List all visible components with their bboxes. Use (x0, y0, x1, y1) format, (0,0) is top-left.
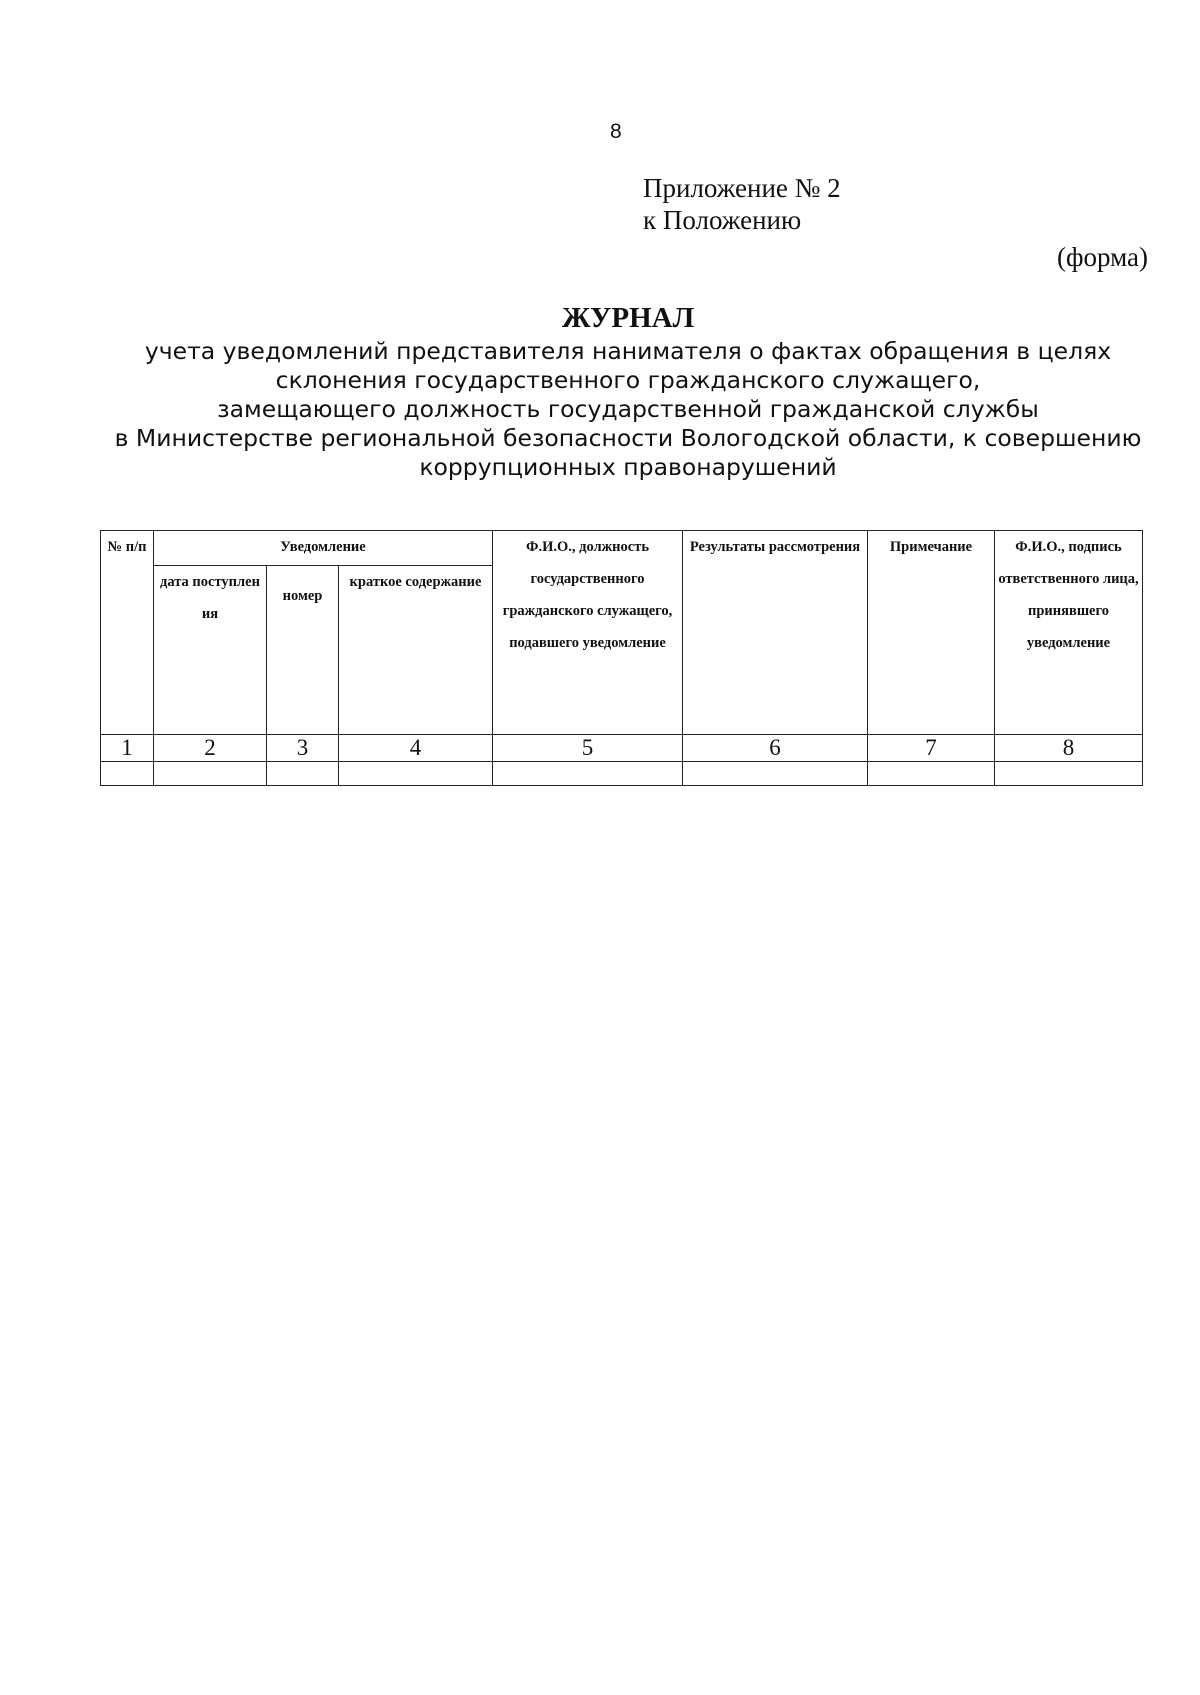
header-number: № п/п (101, 531, 154, 735)
column-number-cell: 6 (683, 735, 868, 762)
document-title: ЖУРНАЛ (561, 302, 695, 334)
empty-cell (868, 762, 995, 786)
column-number-cell: 5 (493, 735, 683, 762)
empty-cell (493, 762, 683, 786)
header-responsible: Ф.И.О., подпись ответственного лица, принявшего уведомление (995, 531, 1143, 735)
subtitle-line: склонения государственного гражданского служащего, (275, 366, 981, 394)
document-subtitle (100, 337, 1156, 482)
column-number-cell: 4 (339, 735, 493, 762)
header-notification: Уведомление (154, 531, 493, 566)
subtitle-line: замещающего должность государственной гражданской службы (217, 395, 1039, 423)
page-number: 8 (610, 120, 622, 143)
column-number-cell: 7 (868, 735, 995, 762)
subheader-date: дата поступлен ия (154, 566, 267, 735)
column-number-cell: 8 (995, 735, 1143, 762)
subheader-summary: краткое содержание (339, 566, 493, 735)
header-note: Примечание (868, 531, 995, 735)
empty-cell (995, 762, 1143, 786)
appendix-reference (643, 172, 841, 236)
table-row (101, 762, 1143, 786)
empty-cell (101, 762, 154, 786)
header-fio-position: Ф.И.О., должность государственного гражданского служащего, подавшего уведомление (493, 531, 683, 735)
empty-cell (339, 762, 493, 786)
subtitle-line: в Министерстве региональной безопасности Вологодской области, к совершению (114, 424, 1142, 452)
empty-cell (154, 762, 267, 786)
appendix-line-1: Приложение № 2 (643, 173, 841, 203)
subtitle-line: коррупционных правонарушений (419, 453, 837, 481)
column-number-cell: 2 (154, 735, 267, 762)
empty-cell (267, 762, 339, 786)
column-number-cell: 3 (267, 735, 339, 762)
column-numbers-row (101, 735, 1143, 762)
column-number-cell: 1 (101, 735, 154, 762)
form-label: (форма) (1057, 242, 1148, 272)
empty-cell (683, 762, 868, 786)
appendix-line-2: к Положению (643, 205, 802, 235)
journal-table (100, 530, 1143, 786)
subheader-number: номер (267, 566, 339, 735)
subtitle-line: учета уведомлений представителя нанимателя о фактах обращения в целях (144, 337, 1112, 365)
header-results: Результаты рассмотрения (683, 531, 868, 735)
